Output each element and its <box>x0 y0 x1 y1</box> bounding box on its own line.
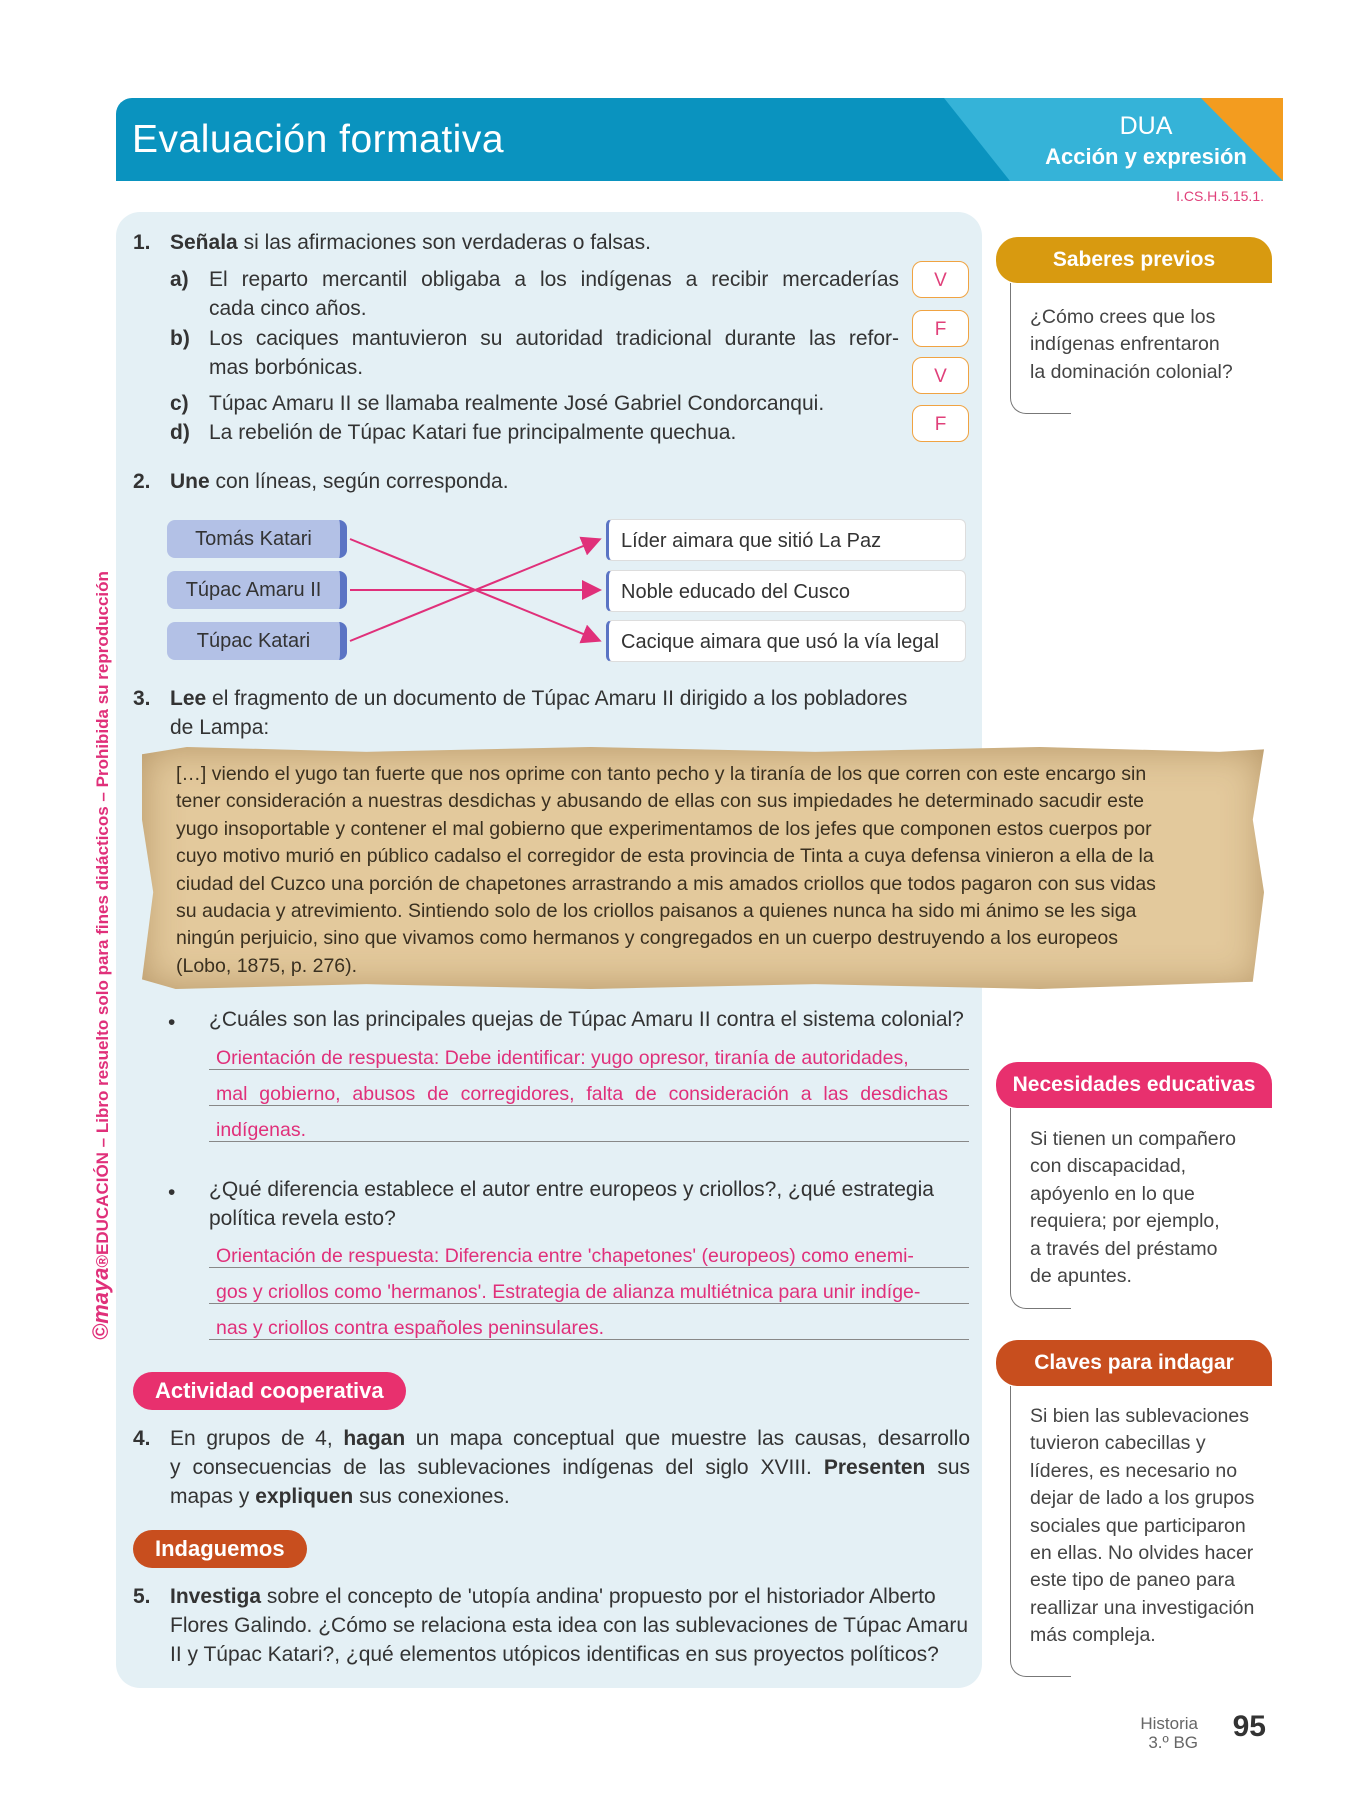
match-left-item[interactable]: Túpac Katari <box>167 622 347 660</box>
necesidades-educativas-text: Si tienen un compañero con discapacidad, apóyenlo en lo que requiera; por ejemplo, a través del préstamo de apuntes. <box>1030 1128 1236 1288</box>
q1-a-answer[interactable]: V <box>912 261 969 298</box>
q3-number: 3. <box>133 687 151 710</box>
q2-statement: Une con líneas, según corresponda. <box>170 470 509 493</box>
answer-rule <box>209 1141 969 1142</box>
bullet-dot: • <box>168 1011 176 1034</box>
q5-text-2: Flores Galindo. ¿Cómo se relaciona esta idea con las sublevaciones de Túpac Amaru <box>170 1614 969 1637</box>
q5-number: 5. <box>133 1585 151 1608</box>
saberes-previos-title: Saberes previos <box>996 237 1272 283</box>
q1-a-text: El reparto mercantil obligaba a los indígenas a recibir mercaderías <box>209 268 899 291</box>
q1-b-answer[interactable]: F <box>912 310 969 347</box>
saberes-previos-text: ¿Cómo crees que los indígenas enfrentaron la dominación colonial? <box>1030 306 1233 383</box>
q1-number: 1. <box>133 231 151 254</box>
answer-line[interactable]: Orientación de respuesta: Debe identificar: yugo opresor, tiranía de autoridades, <box>216 1047 909 1069</box>
answer-line[interactable]: nas y criollos contra españoles peninsulares. <box>216 1317 605 1339</box>
q3-statement: Lee el fragmento de un documento de Túpac Amaru II dirigido a los pobladores <box>170 687 908 710</box>
q5-text-3: II y Túpac Katari?, ¿qué elementos utópicos identificas en sus proyectos políticos? <box>170 1643 939 1666</box>
match-left-item[interactable]: Tomás Katari <box>167 520 347 558</box>
answer-rule <box>209 1105 969 1106</box>
indicator-code: I.CS.H.5.15.1. <box>1176 188 1264 204</box>
answer-line[interactable]: Orientación de respuesta: Diferencia entre 'chapetones' (europeos) como enemi- <box>216 1245 914 1267</box>
q1-c-text: Túpac Amaru II se llamaba realmente José Gabriel Condorcanqui. <box>209 392 825 415</box>
answer-rule <box>209 1339 969 1340</box>
necesidades-educativas-title: Necesidades educativas <box>996 1062 1272 1108</box>
answer-rule <box>209 1303 969 1304</box>
claves-para-indagar-title: Claves para indagar <box>996 1340 1272 1386</box>
q4-text-2: y consecuencias de las sublevaciones indígenas del siglo XVIII. Presenten sus <box>170 1456 971 1479</box>
indaguemos-label: Indaguemos <box>133 1530 307 1568</box>
q1-d-text: La rebelión de Túpac Katari fue principalmente quechua. <box>209 421 737 444</box>
q1-a-letter: a) <box>170 268 189 291</box>
answer-line[interactable]: gos y criollos como 'hermanos'. Estrategia de alianza multiétnica para unir indíge- <box>216 1281 921 1303</box>
coop-activity-label: Actividad cooperativa <box>133 1372 406 1410</box>
q1-d-letter: d) <box>170 421 190 444</box>
side-watermark-text: ®EDUCACIÓN – Libro resuelto solo para fines didácticos – Prohibida su reproducción <box>93 571 112 1268</box>
q5-text: Investiga sobre el concepto de 'utopía andina' propuesto por el historiador Alberto <box>170 1585 936 1608</box>
side-brand: ©maya <box>88 1267 113 1340</box>
page-title: Evaluación formativa <box>132 118 505 161</box>
footer-subject: Historia 3.º BG <box>1140 1714 1198 1752</box>
page-number: 95 <box>1232 1710 1266 1743</box>
q1-d-answer[interactable]: F <box>912 405 969 442</box>
q3-question-1: ¿Cuáles son las principales quejas de Túpac Amaru II contra el sistema colonial? <box>209 1008 964 1031</box>
answer-rule <box>209 1069 969 1070</box>
match-left-item[interactable]: Túpac Amaru II <box>167 571 347 609</box>
q3-question-2-line2: política revela esto? <box>209 1207 396 1230</box>
q1-c-answer[interactable]: V <box>912 357 969 394</box>
answer-rule <box>209 1267 969 1268</box>
q3-question-2: ¿Qué diferencia establece el autor entre europeos y criollos?, ¿qué estrategia <box>209 1178 934 1201</box>
dua-title: DUA <box>1119 112 1173 140</box>
answer-line[interactable]: mal gobierno, abusos de corregidores, falta de consideración a las desdichas <box>216 1083 948 1105</box>
dua-subtitle: Acción y expresión <box>1045 144 1247 169</box>
match-right-item[interactable]: Noble educado del Cusco <box>606 570 966 612</box>
q1-b-text-2: mas borbónicas. <box>209 356 364 379</box>
q4-text-3: mapas y expliquen sus conexiones. <box>170 1485 510 1508</box>
q1-a-text-2: cada cinco años. <box>209 297 367 320</box>
q1-statement: Señala si las afirmaciones son verdaderas o falsas. <box>170 231 651 254</box>
claves-para-indagar-text: Si bien las sublevaciones tuvieron cabecillas y líderes, es necesario no dejar de lado a los grupos sociales que participaron en ellas. No olvides hacer este tipo de paneo para reallizar una investigación más compleja. <box>1030 1405 1255 1647</box>
q1-b-text: Los caciques mantuvieron su autoridad tradicional durante las refor- <box>209 327 899 350</box>
q1-c-letter: c) <box>170 392 189 415</box>
answer-line[interactable]: indígenas. <box>216 1119 306 1141</box>
match-right-item[interactable]: Cacique aimara que usó la vía legal <box>606 620 966 662</box>
q2-number: 2. <box>133 470 151 493</box>
q4-text: En grupos de 4, hagan un mapa conceptual que muestre las causas, desarrollo <box>170 1427 970 1450</box>
q1-b-letter: b) <box>170 327 190 350</box>
match-right-item[interactable]: Líder aimara que sitió La Paz <box>606 519 966 561</box>
q4-number: 4. <box>133 1427 151 1450</box>
q3-statement-2: de Lampa: <box>170 716 270 739</box>
bullet-dot: • <box>168 1181 176 1204</box>
quote-text: […] viendo el yugo tan fuerte que nos oprime con tanto pecho y la tiranía de los que corren con este encargo sin tener consideración a nuestras desdichas y abusando de ellas con sus impiedades he determinado sacudir este yugo insoportable y contener el mal gobierno que experimentamos de los jefes que componen estos cuerpos por cuyo motivo murió en público cadalso el corregidor de esta provincia de Tinta a cuya defensa vinieron a ella de la ciudad del Cuzco una porción de chapetones arrastrando a mis amados criollos que todos pagaron con sus vidas su audacia y atrevimiento. Sintiendo solo de los criollos paisanos a quienes nunca ha sido mi ánimo se les siga ningún perjuicio, sino que vivamos como hermanos y congregados en un cuerpo destruyendo a los europeos (Lobo, 1875, p. 276). <box>176 763 1156 977</box>
